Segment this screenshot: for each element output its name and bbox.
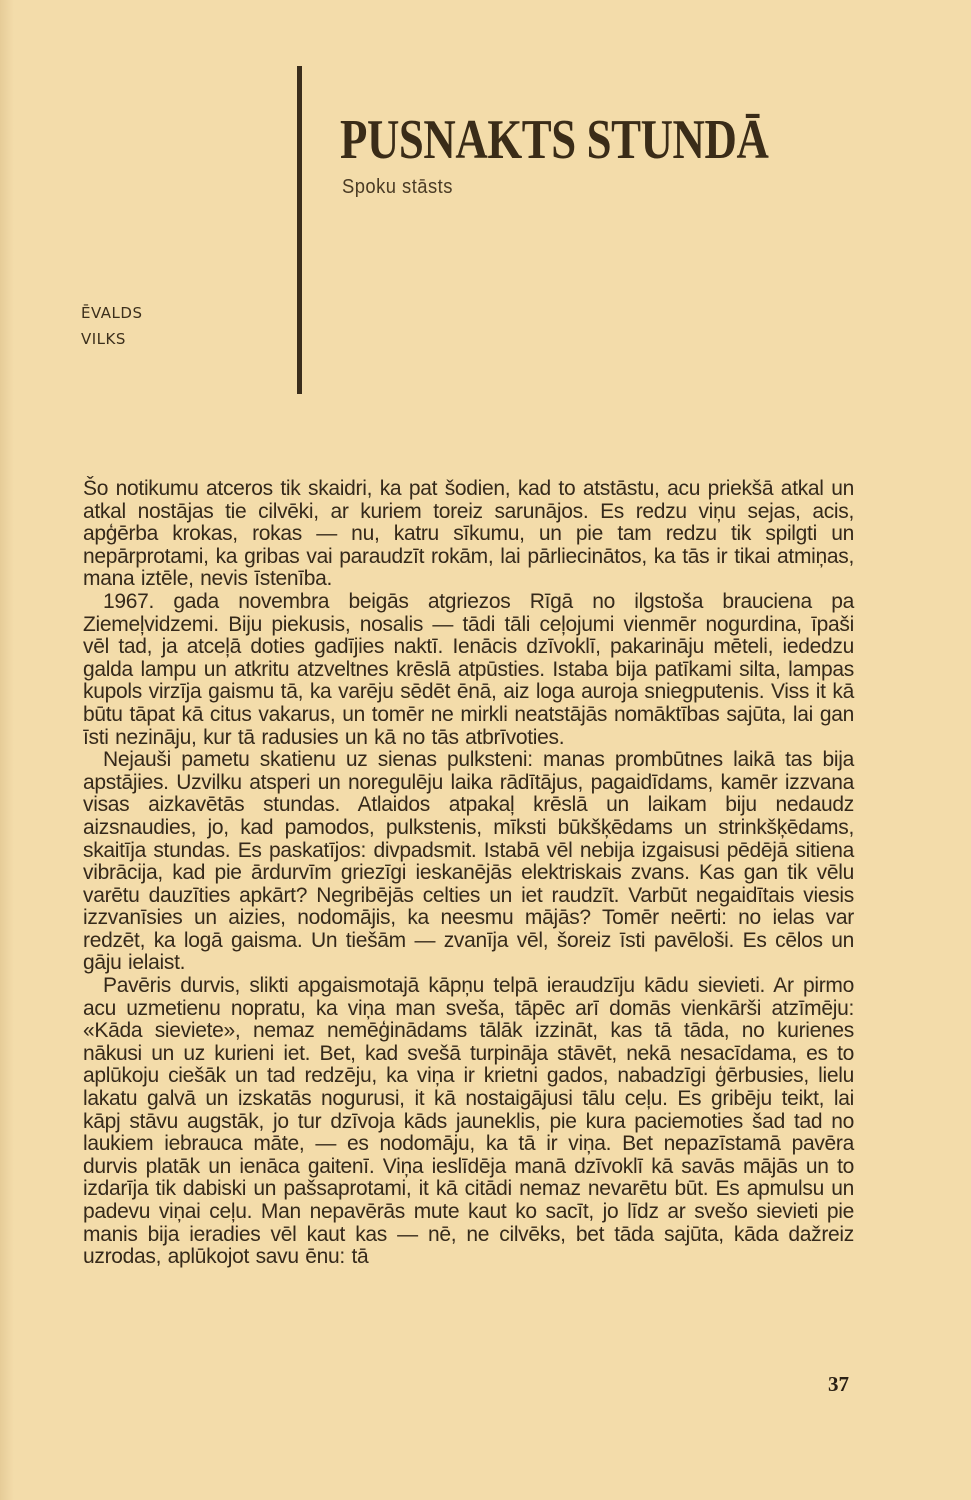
- article-title: PUSNAKTS STUNDĀ: [340, 109, 769, 171]
- article-subtitle: Spoku stāsts: [342, 176, 453, 198]
- paragraph: 1967. gada novembra beigās atgriezos Rīgā no ilgstoša brauciena pa Ziemeļvidzemi. Biju piekusis, nosalis — tādi tāli ceļojumi vienmēr nogurdina, īpaši vēl tad, ja atceļā doties gadījies naktī. Ienācis dzīvoklī, pakarināju mēteli, iededzu galda lampu un atkritu atzveltnes krēslā atpūsties. Istaba bija patīkami silta, lampas kupols virzīja gaismu tā, ka varēju sēdēt ēnā, aiz loga auroja sniegputenis. Viss it kā būtu tāpat kā citus vakarus, un tomēr ne mirkli neatstājās nomāktības sajūta, lai gan īsti nezināju, kur tā radusies un kā no tās atbrīvoties.: [83, 589, 854, 749]
- paragraph: Šo notikumu atceros tik skaidri, ka pat šodien, kad to atstāstu, acu priekšā atkal un atkal nostājas tie cilvēki, ar kuriem toreiz sarunājos. Es redzu viņu sejas, acis, apģērba krokas, rokas — nu, katru sīkumu, un pie tam redzu tik spilgti un nepārprotami, ka gribas vai paraudzīt rokām, lai pārliecinātos, ka tās ir tikai atmiņas, mana iztēle, nevis īstenība.: [83, 477, 854, 591]
- page-number: 37: [828, 1372, 849, 1396]
- author-byline: [81, 300, 142, 352]
- author-last-name: VILKS: [81, 330, 126, 348]
- paragraph: Pavēris durvis, slikti apgaismotajā kāpņu telpā ieraudzīju kādu sievieti. Ar pirmo acu uzmetienu nopratu, ka viņa man sveša, tāpēc arī domās vienkārši atzīmēju: «Kāda sieviete», nemaz nemēģinādams tālāk izzināt, kas tā tāda, no kurienes nākusi un uz kurieni iet. Bet, kad svešā turpināja stāvēt, nekā nesacīdama, es to aplūkoju ciešāk un tad redzēju, ka viņa ir krietni gados, nabadzīgi ģērbusies, lielu lakatu galvā un izskatās nogurusi, it kā nostaigājusi tālu ceļu. Es gribēju teikt, lai kāpj stāvu augstāk, jo tur dzīvoja kāds jauneklis, pie kura paciemoties šad tad no laukiem iebrauca māte, — es nodomāju, ka tā ir viņa. Bet nepazīstamā pavēra durvis platāk un ienāca gaitenī. Viņa ieslīdēja manā dzīvoklī kā savās mājās un to izdarīja tik dabiski un pašsaprotami, it kā citādi nemaz nevarētu būt. Es apmulsu un padevu viņai ceļu. Man nepavērās mute kaut ko sacīt, jo līdz ar svešo sievieti pie manis bija ieradies vēl kaut kas — nē, ne cilvēks, bet tāda sajūta, kāda dažreiz uzrodas, aplūkojot savu ēnu: tā: [83, 974, 854, 1269]
- article-body: [83, 478, 854, 1269]
- paragraph: Nejauši pametu skatienu uz sienas pulksteni: manas prombūtnes laikā tas bija apstājies. Uzvilku atsperi un noregulēju laika rādītājus, pagaidīdams, kamēr izzvana visas aizkavētās stundas. Atlaidos atpakaļ krēslā un laikam biju nedaudz aizsnaudies, jo, kad pamodos, pulkstenis, mīksti būkšķēdams un strinkšķēdams, skaitīja stundas. Es paskatījos: divpadsmit. Istabā vēl nebija izgaisusi pēdējā sitiena vibrācija, kad pie ārdurvīm griezīgi ieskanējās elektriskais zvans. Kas gan tik vēlu varētu dauzīties apkārt? Negribējās celties un iet raudzīt. Varbūt negaidītais viesis izzvanīsies un aizies, nodomājis, ka neesmu mājās? Tomēr neērti: no ielas var redzēt, ka logā gaisma. Un tiešām — zvanīja vēl, šoreiz īsti pavēloši. Es cēlos un gāju ielaist.: [83, 748, 854, 975]
- page-edge-shadow: [0, 0, 14, 1500]
- vertical-rule: [297, 66, 302, 394]
- author-first-name: ĒVALDS: [81, 304, 143, 322]
